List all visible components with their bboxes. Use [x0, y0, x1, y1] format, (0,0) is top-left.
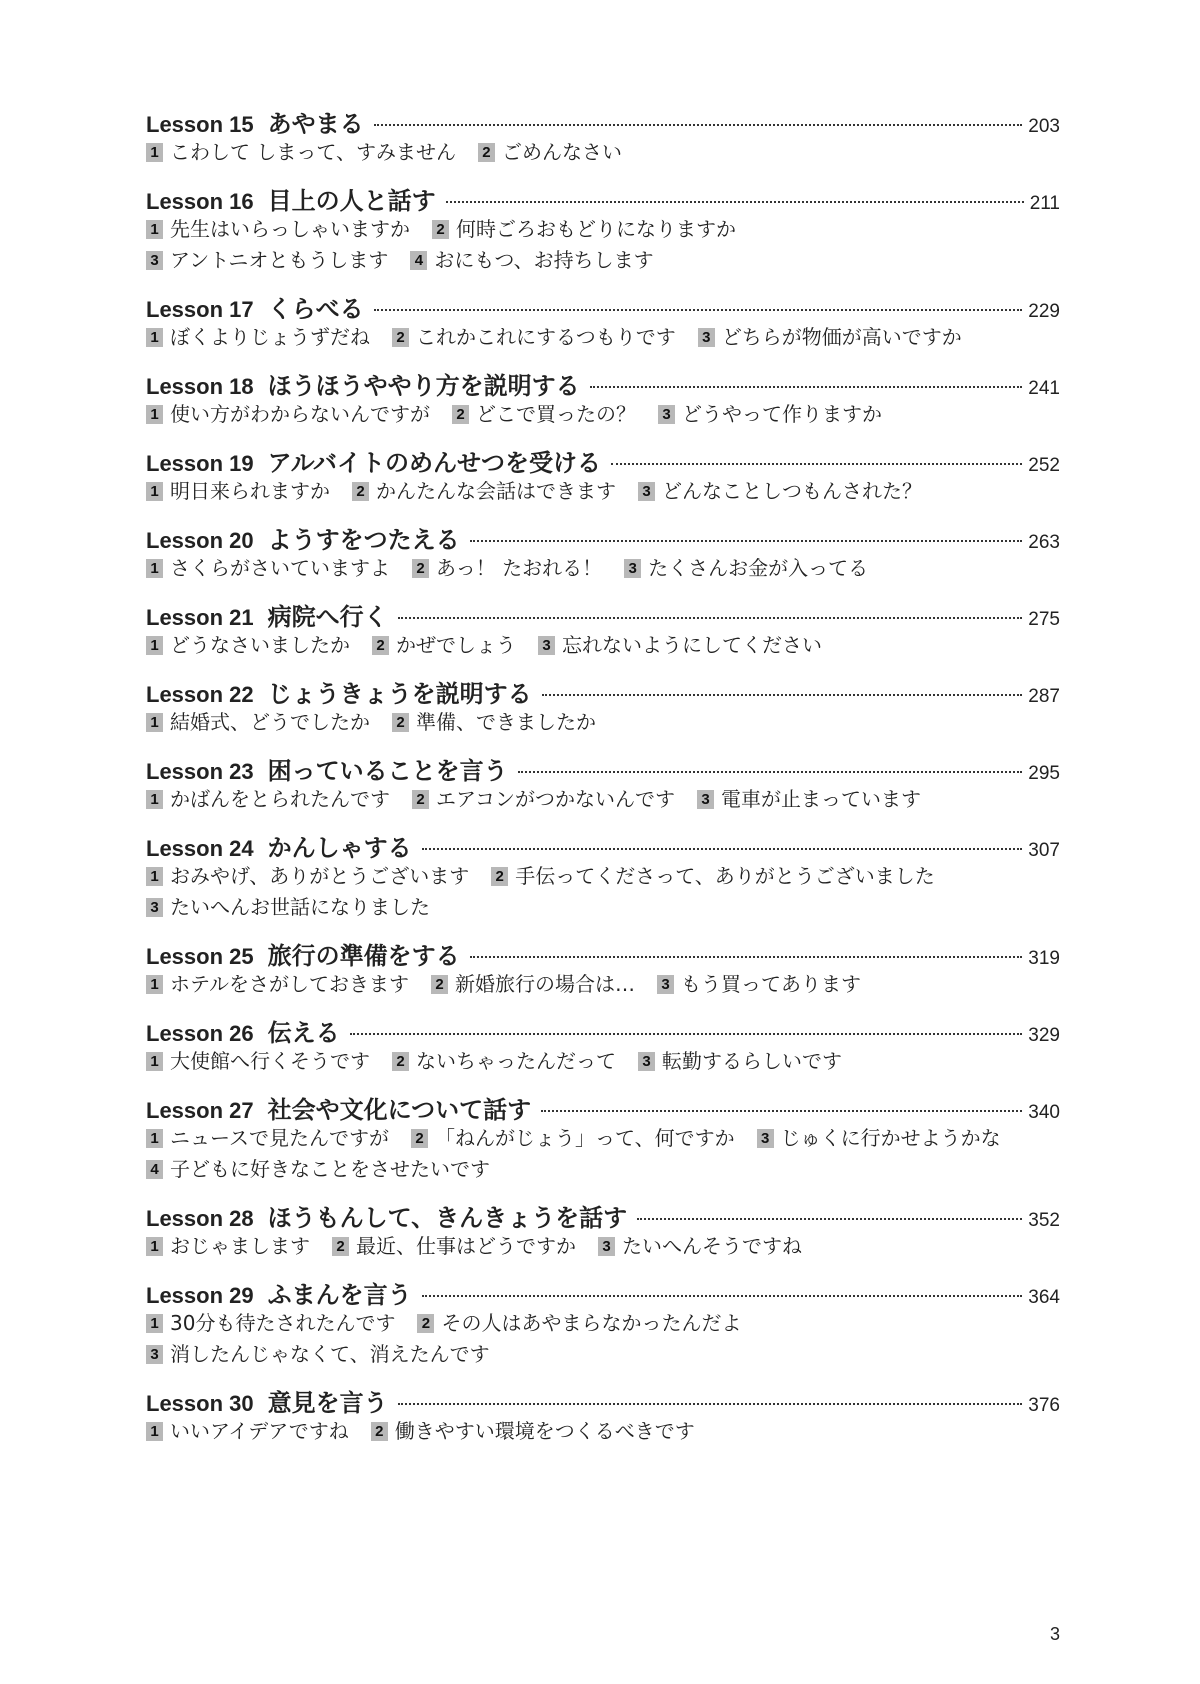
sub-topic-text: 「ねんがじょう」って、何ですか: [435, 1126, 735, 1150]
lesson-entry: [146, 1090, 1060, 1184]
sub-topic-text: アントニオともうします: [170, 248, 389, 272]
sub-topic: [146, 861, 469, 892]
sub-topic-line: [146, 968, 1060, 999]
lesson-entry: [146, 289, 1060, 352]
sub-topic: [146, 707, 370, 738]
sub-topic-number-badge: 2: [332, 1237, 349, 1256]
sub-topic-number-badge: 3: [757, 1129, 774, 1148]
sub-topic-line: [146, 783, 1060, 814]
lesson-heading: [146, 366, 1060, 398]
sub-topic: [146, 892, 430, 923]
sub-topic-number-badge: 2: [491, 867, 508, 886]
sub-topic-text: かぜでしょう: [396, 633, 516, 657]
lesson-number: Lesson 15: [146, 112, 254, 137]
sub-topic-text: ぼくよりじょうずだね: [170, 325, 370, 349]
lesson-entry: [146, 520, 1060, 583]
lesson-title: 旅行の準備をする: [267, 942, 460, 970]
sub-topic: [392, 707, 596, 738]
sub-topic-number-badge: 2: [452, 405, 469, 424]
sub-topic-number-badge: 1: [146, 405, 163, 424]
sub-topic-text: 電車が止まっています: [721, 787, 921, 811]
lesson-entry: [146, 104, 1060, 167]
dot-leader: [398, 617, 1023, 619]
sub-topic: [538, 630, 822, 661]
lesson-heading: [146, 1198, 1060, 1230]
sub-topic-line: [146, 475, 1060, 506]
lesson-entry: [146, 828, 1060, 922]
sub-topic-number-badge: 1: [146, 1314, 163, 1333]
lesson-heading: [146, 1275, 1060, 1307]
sub-topic-text: 何時ごろおもどりになりますか: [456, 217, 736, 241]
sub-topic: [146, 245, 388, 276]
sub-topic-number-badge: 1: [146, 328, 163, 347]
sub-topic: [146, 1416, 349, 1447]
sub-topic: [372, 630, 516, 661]
sub-topic-text: 手伝ってくださって、ありがとうございました: [515, 864, 935, 888]
lesson-entry: [146, 751, 1060, 814]
dot-leader: [541, 1110, 1022, 1112]
sub-topic-text: こわして しまって、すみません: [170, 140, 456, 164]
lesson-title: かんしゃする: [267, 834, 412, 862]
sub-topic-number-badge: 2: [392, 328, 409, 347]
sub-topic-line: [146, 1415, 1060, 1446]
sub-topic-text: 先生はいらっしゃいますか: [170, 217, 410, 241]
sub-topic-text: ホテルをさがしておきます: [170, 972, 409, 996]
sub-topic-text: もう買ってあります: [681, 972, 861, 996]
sub-topic: [431, 969, 635, 1000]
lesson-number: Lesson 29: [146, 1283, 254, 1308]
lesson-entry: [146, 443, 1060, 506]
sub-topic-number-badge: 1: [146, 713, 163, 732]
sub-topic-number-badge: 3: [624, 559, 641, 578]
sub-topic: [417, 1308, 741, 1339]
lesson-heading: [146, 597, 1060, 629]
lesson-entry: [146, 1383, 1060, 1446]
sub-topic-text: たくさんお金が入ってる: [648, 556, 869, 580]
sub-topic-text: 忘れないようにしてください: [562, 633, 822, 657]
lesson-heading: [146, 104, 1060, 136]
lesson-title: 困っていることを言う: [267, 757, 508, 785]
sub-topic-number-badge: 1: [146, 143, 163, 162]
sub-topic-text: どちらが物価が高いですか: [721, 325, 962, 349]
sub-topic: [478, 137, 622, 168]
sub-topic-text: じゅくに行かせようかな: [780, 1126, 1001, 1150]
lesson-title: アルバイトのめんせつを受ける: [267, 449, 601, 477]
sub-topic-number-badge: 4: [146, 1160, 163, 1179]
sub-topic-number-badge: 2: [412, 559, 429, 578]
sub-topic: [146, 1308, 395, 1339]
sub-topic-number-badge: 3: [638, 482, 655, 501]
sub-topic-text: さくらがさいていますよ: [170, 556, 390, 580]
lesson-heading: [146, 1383, 1060, 1415]
sub-topic-number-badge: 3: [146, 898, 163, 917]
lesson-heading: [146, 443, 1060, 475]
dot-leader: [446, 201, 1024, 203]
lesson-number: Lesson 25: [146, 944, 254, 969]
lesson-title: 伝える: [267, 1019, 340, 1047]
dot-leader: [374, 309, 1023, 311]
dot-leader: [611, 463, 1022, 465]
lesson-title: ふまんを言う: [267, 1281, 412, 1309]
sub-topic: [146, 553, 390, 584]
sub-topic-line: [146, 398, 1060, 429]
lesson-heading: [146, 751, 1060, 783]
lesson-page-number: 352: [1028, 1210, 1060, 1231]
sub-topic-line: [146, 706, 1060, 737]
lesson-number: Lesson 19: [146, 451, 254, 476]
dot-leader: [518, 771, 1023, 773]
lesson-number: Lesson 28: [146, 1206, 254, 1231]
lesson-entry: [146, 1275, 1060, 1369]
sub-topic-text: たいへんお世話になりました: [170, 895, 430, 919]
sub-topic-number-badge: 2: [478, 143, 495, 162]
sub-topic: [412, 784, 675, 815]
sub-topic-line: [146, 1230, 1060, 1261]
dot-leader: [374, 124, 1023, 126]
sub-topic: [146, 322, 370, 353]
sub-topic-text: 働きやすい環境をつくるべきです: [394, 1419, 695, 1443]
lesson-entry: [146, 597, 1060, 660]
lesson-page-number: 307: [1028, 840, 1060, 861]
sub-topic-number-badge: 2: [431, 975, 448, 994]
sub-topic-number-badge: 1: [146, 1052, 163, 1071]
sub-topic: [432, 214, 736, 245]
sub-topic-line: [146, 136, 1060, 167]
lesson-page-number: 329: [1028, 1025, 1060, 1046]
sub-topic: [392, 322, 676, 353]
dot-leader: [350, 1033, 1023, 1035]
sub-topic-line: [146, 1045, 1060, 1076]
lesson-page-number: 229: [1028, 301, 1060, 322]
lesson-title: 意見を言う: [267, 1389, 388, 1417]
lesson-title: ほうほうややり方を説明する: [267, 372, 580, 400]
sub-topic-text: たいへんそうですね: [622, 1234, 802, 1258]
lesson-entry: [146, 674, 1060, 737]
sub-topic-line: [146, 629, 1060, 660]
sub-topic: [411, 1123, 735, 1154]
lesson-title: あやまる: [267, 110, 364, 138]
lesson-page-number: 252: [1028, 455, 1060, 476]
sub-topic-number-badge: 2: [392, 713, 409, 732]
lesson-entry: [146, 936, 1060, 999]
sub-topic-number-badge: 1: [146, 636, 163, 655]
sub-topic: [392, 1046, 616, 1077]
lesson-title: くらべる: [267, 295, 364, 323]
lesson-entry: [146, 1198, 1060, 1261]
lesson-page-number: 203: [1028, 116, 1060, 137]
sub-topic: [146, 1339, 490, 1370]
lesson-number: Lesson 26: [146, 1021, 254, 1046]
sub-topic-line: [146, 552, 1060, 583]
sub-topic: [697, 784, 921, 815]
sub-topic: [371, 1416, 695, 1447]
lesson-number: Lesson 20: [146, 528, 254, 553]
lesson-page-number: 275: [1028, 609, 1060, 630]
sub-topic-text: その人はあやまらなかったんだよ: [441, 1311, 742, 1335]
sub-topic-number-badge: 1: [146, 1237, 163, 1256]
sub-topic-number-badge: 2: [417, 1314, 434, 1333]
sub-topic: [638, 1046, 842, 1077]
sub-topic-text: あっ！ たおれる！: [436, 556, 603, 580]
sub-topic-text: 準備、できましたか: [416, 710, 596, 734]
sub-topic-text: エアコンがつかないんです: [436, 787, 675, 811]
sub-topic: [491, 861, 935, 892]
lesson-heading: [146, 828, 1060, 860]
sub-topic-number-badge: 3: [538, 636, 555, 655]
sub-topic-text: ごめんなさい: [501, 140, 622, 164]
sub-topic-number-badge: 3: [146, 1345, 163, 1364]
dot-leader: [470, 540, 1023, 542]
sub-topic-line: [146, 321, 1060, 352]
sub-topic-text: 大使館へ行くそうです: [170, 1049, 370, 1073]
sub-topic-number-badge: 3: [657, 975, 674, 994]
sub-topic-number-badge: 2: [372, 636, 389, 655]
sub-topic-text: おみやげ、ありがとうございます: [170, 864, 470, 888]
sub-topic: [146, 1231, 310, 1262]
lesson-page-number: 376: [1028, 1395, 1060, 1416]
sub-topic-number-badge: 3: [698, 328, 715, 347]
sub-topic-number-badge: 2: [371, 1422, 388, 1441]
sub-topic-text: どんなことしつもんされた？: [662, 479, 922, 503]
sub-topic-number-badge: 2: [411, 1129, 428, 1148]
lesson-page-number: 241: [1028, 378, 1060, 399]
lesson-heading: [146, 520, 1060, 552]
lesson-page-number: 295: [1028, 763, 1060, 784]
sub-topic: [410, 245, 653, 276]
dot-leader: [398, 1403, 1023, 1405]
sub-topic: [352, 476, 616, 507]
sub-topic-text: 新婚旅行の場合は…: [455, 972, 635, 996]
sub-topic: [757, 1123, 1001, 1154]
lesson-number: Lesson 22: [146, 682, 254, 707]
sub-topic-number-badge: 1: [146, 220, 163, 239]
lesson-page-number: 287: [1028, 686, 1060, 707]
lesson-page-number: 211: [1029, 193, 1060, 214]
sub-topic-text: 消したんじゃなくて、消えたんです: [170, 1342, 490, 1366]
sub-topic-line: [146, 213, 1060, 244]
sub-topic: [624, 553, 868, 584]
sub-topic-text: かばんをとられたんです: [170, 787, 390, 811]
dot-leader: [470, 956, 1023, 958]
sub-topic-line: [146, 1153, 1060, 1184]
sub-topic-text: どこで買ったの？: [476, 402, 636, 426]
lesson-entry: [146, 1013, 1060, 1076]
sub-topic-number-badge: 1: [146, 559, 163, 578]
lesson-number: Lesson 24: [146, 836, 254, 861]
sub-topic-line: [146, 860, 1060, 891]
sub-topic: [146, 969, 409, 1000]
lesson-heading: [146, 674, 1060, 706]
sub-topic-number-badge: 2: [412, 790, 429, 809]
sub-topic: [657, 969, 861, 1000]
lesson-heading: [146, 1013, 1060, 1045]
lesson-heading: [146, 181, 1060, 213]
lesson-title: ようすをつたえる: [267, 526, 460, 554]
lesson-number: Lesson 27: [146, 1098, 254, 1123]
sub-topic-text: 使い方がわからないんですが: [170, 402, 430, 426]
sub-topic: [146, 784, 390, 815]
sub-topic: [146, 1046, 370, 1077]
sub-topic-number-badge: 2: [392, 1052, 409, 1071]
table-of-contents: [146, 104, 1060, 1460]
lesson-heading: [146, 289, 1060, 321]
sub-topic-text: どうなさいましたか: [170, 633, 350, 657]
dot-leader: [590, 386, 1023, 388]
sub-topic-line: [146, 1122, 1060, 1153]
sub-topic-line: [146, 1338, 1060, 1369]
sub-topic: [146, 630, 350, 661]
sub-topic-text: これかこれにするつもりです: [416, 325, 676, 349]
sub-topic: [658, 399, 882, 430]
lesson-title: じょうきょうを説明する: [267, 680, 532, 708]
lesson-number: Lesson 23: [146, 759, 254, 784]
lesson-heading: [146, 936, 1060, 968]
sub-topic-number-badge: 3: [638, 1052, 655, 1071]
sub-topic: [452, 399, 636, 430]
lesson-title: 目上の人と話す: [267, 187, 436, 215]
page-number: 3: [1049, 1624, 1060, 1644]
sub-topic: [146, 1123, 389, 1154]
sub-topic-text: ないちゃったんだって: [416, 1049, 616, 1073]
sub-topic-text: おじゃまします: [170, 1234, 310, 1258]
sub-topic-number-badge: 1: [146, 867, 163, 886]
lesson-entry: [146, 366, 1060, 429]
lesson-number: Lesson 21: [146, 605, 254, 630]
sub-topic: [146, 476, 330, 507]
lesson-page-number: 340: [1028, 1102, 1060, 1123]
sub-topic: [146, 137, 456, 168]
sub-topic-text: どうやって作りますか: [682, 402, 882, 426]
lesson-page-number: 364: [1028, 1287, 1060, 1308]
lesson-number: Lesson 18: [146, 374, 254, 399]
lesson-heading: [146, 1090, 1060, 1122]
sub-topic: [146, 214, 410, 245]
dot-leader: [422, 1295, 1023, 1297]
sub-topic-number-badge: 3: [598, 1237, 615, 1256]
lesson-number: Lesson 17: [146, 297, 254, 322]
sub-topic-number-badge: 1: [146, 790, 163, 809]
sub-topic-number-badge: 3: [146, 251, 163, 270]
sub-topic-number-badge: 1: [146, 975, 163, 994]
sub-topic: [698, 322, 962, 353]
sub-topic-number-badge: 4: [410, 251, 427, 270]
sub-topic-text: おにもつ、お持ちします: [434, 248, 654, 272]
sub-topic-number-badge: 3: [658, 405, 675, 424]
lesson-title: 社会や文化について話す: [267, 1096, 532, 1124]
sub-topic-line: [146, 1307, 1060, 1338]
sub-topic-number-badge: 3: [697, 790, 714, 809]
sub-topic-text: いいアイデアですね: [170, 1419, 349, 1443]
dot-leader: [637, 1218, 1022, 1220]
sub-topic-text: 最近、仕事はどうですか: [356, 1234, 576, 1258]
sub-topic-line: [146, 244, 1060, 275]
sub-topic: [598, 1231, 802, 1262]
lesson-page-number: 263: [1028, 532, 1060, 553]
sub-topic-number-badge: 2: [432, 220, 449, 239]
dot-leader: [422, 848, 1023, 850]
sub-topic-number-badge: 1: [146, 482, 163, 501]
lesson-title: 病院へ行く: [267, 603, 388, 631]
sub-topic-text: 転勤するらしいです: [662, 1049, 842, 1073]
sub-topic-line: [146, 891, 1060, 922]
sub-topic-text: 30分も待たされたんです: [170, 1311, 396, 1335]
sub-topic-number-badge: 1: [146, 1129, 163, 1148]
lesson-number: Lesson 16: [146, 189, 254, 214]
lesson-page-number: 319: [1028, 948, 1060, 969]
lesson-entry: [146, 181, 1060, 275]
dot-leader: [542, 694, 1023, 696]
sub-topic: [146, 1154, 490, 1185]
sub-topic-text: 子どもに好きなことをさせたいです: [170, 1157, 490, 1181]
lesson-number: Lesson 30: [146, 1391, 254, 1416]
lesson-title: ほうもんして、きんきょうを話す: [267, 1204, 628, 1232]
sub-topic-text: 明日来られますか: [170, 479, 330, 503]
sub-topic-text: かんたんな会話はできます: [376, 479, 616, 503]
sub-topic-text: ニュースで見たんですが: [170, 1126, 389, 1150]
sub-topic-number-badge: 2: [352, 482, 369, 501]
sub-topic: [412, 553, 602, 584]
sub-topic: [146, 399, 430, 430]
sub-topic: [638, 476, 922, 507]
sub-topic-text: 結婚式、どうでしたか: [170, 710, 370, 734]
sub-topic-number-badge: 1: [146, 1422, 163, 1441]
sub-topic: [332, 1231, 576, 1262]
